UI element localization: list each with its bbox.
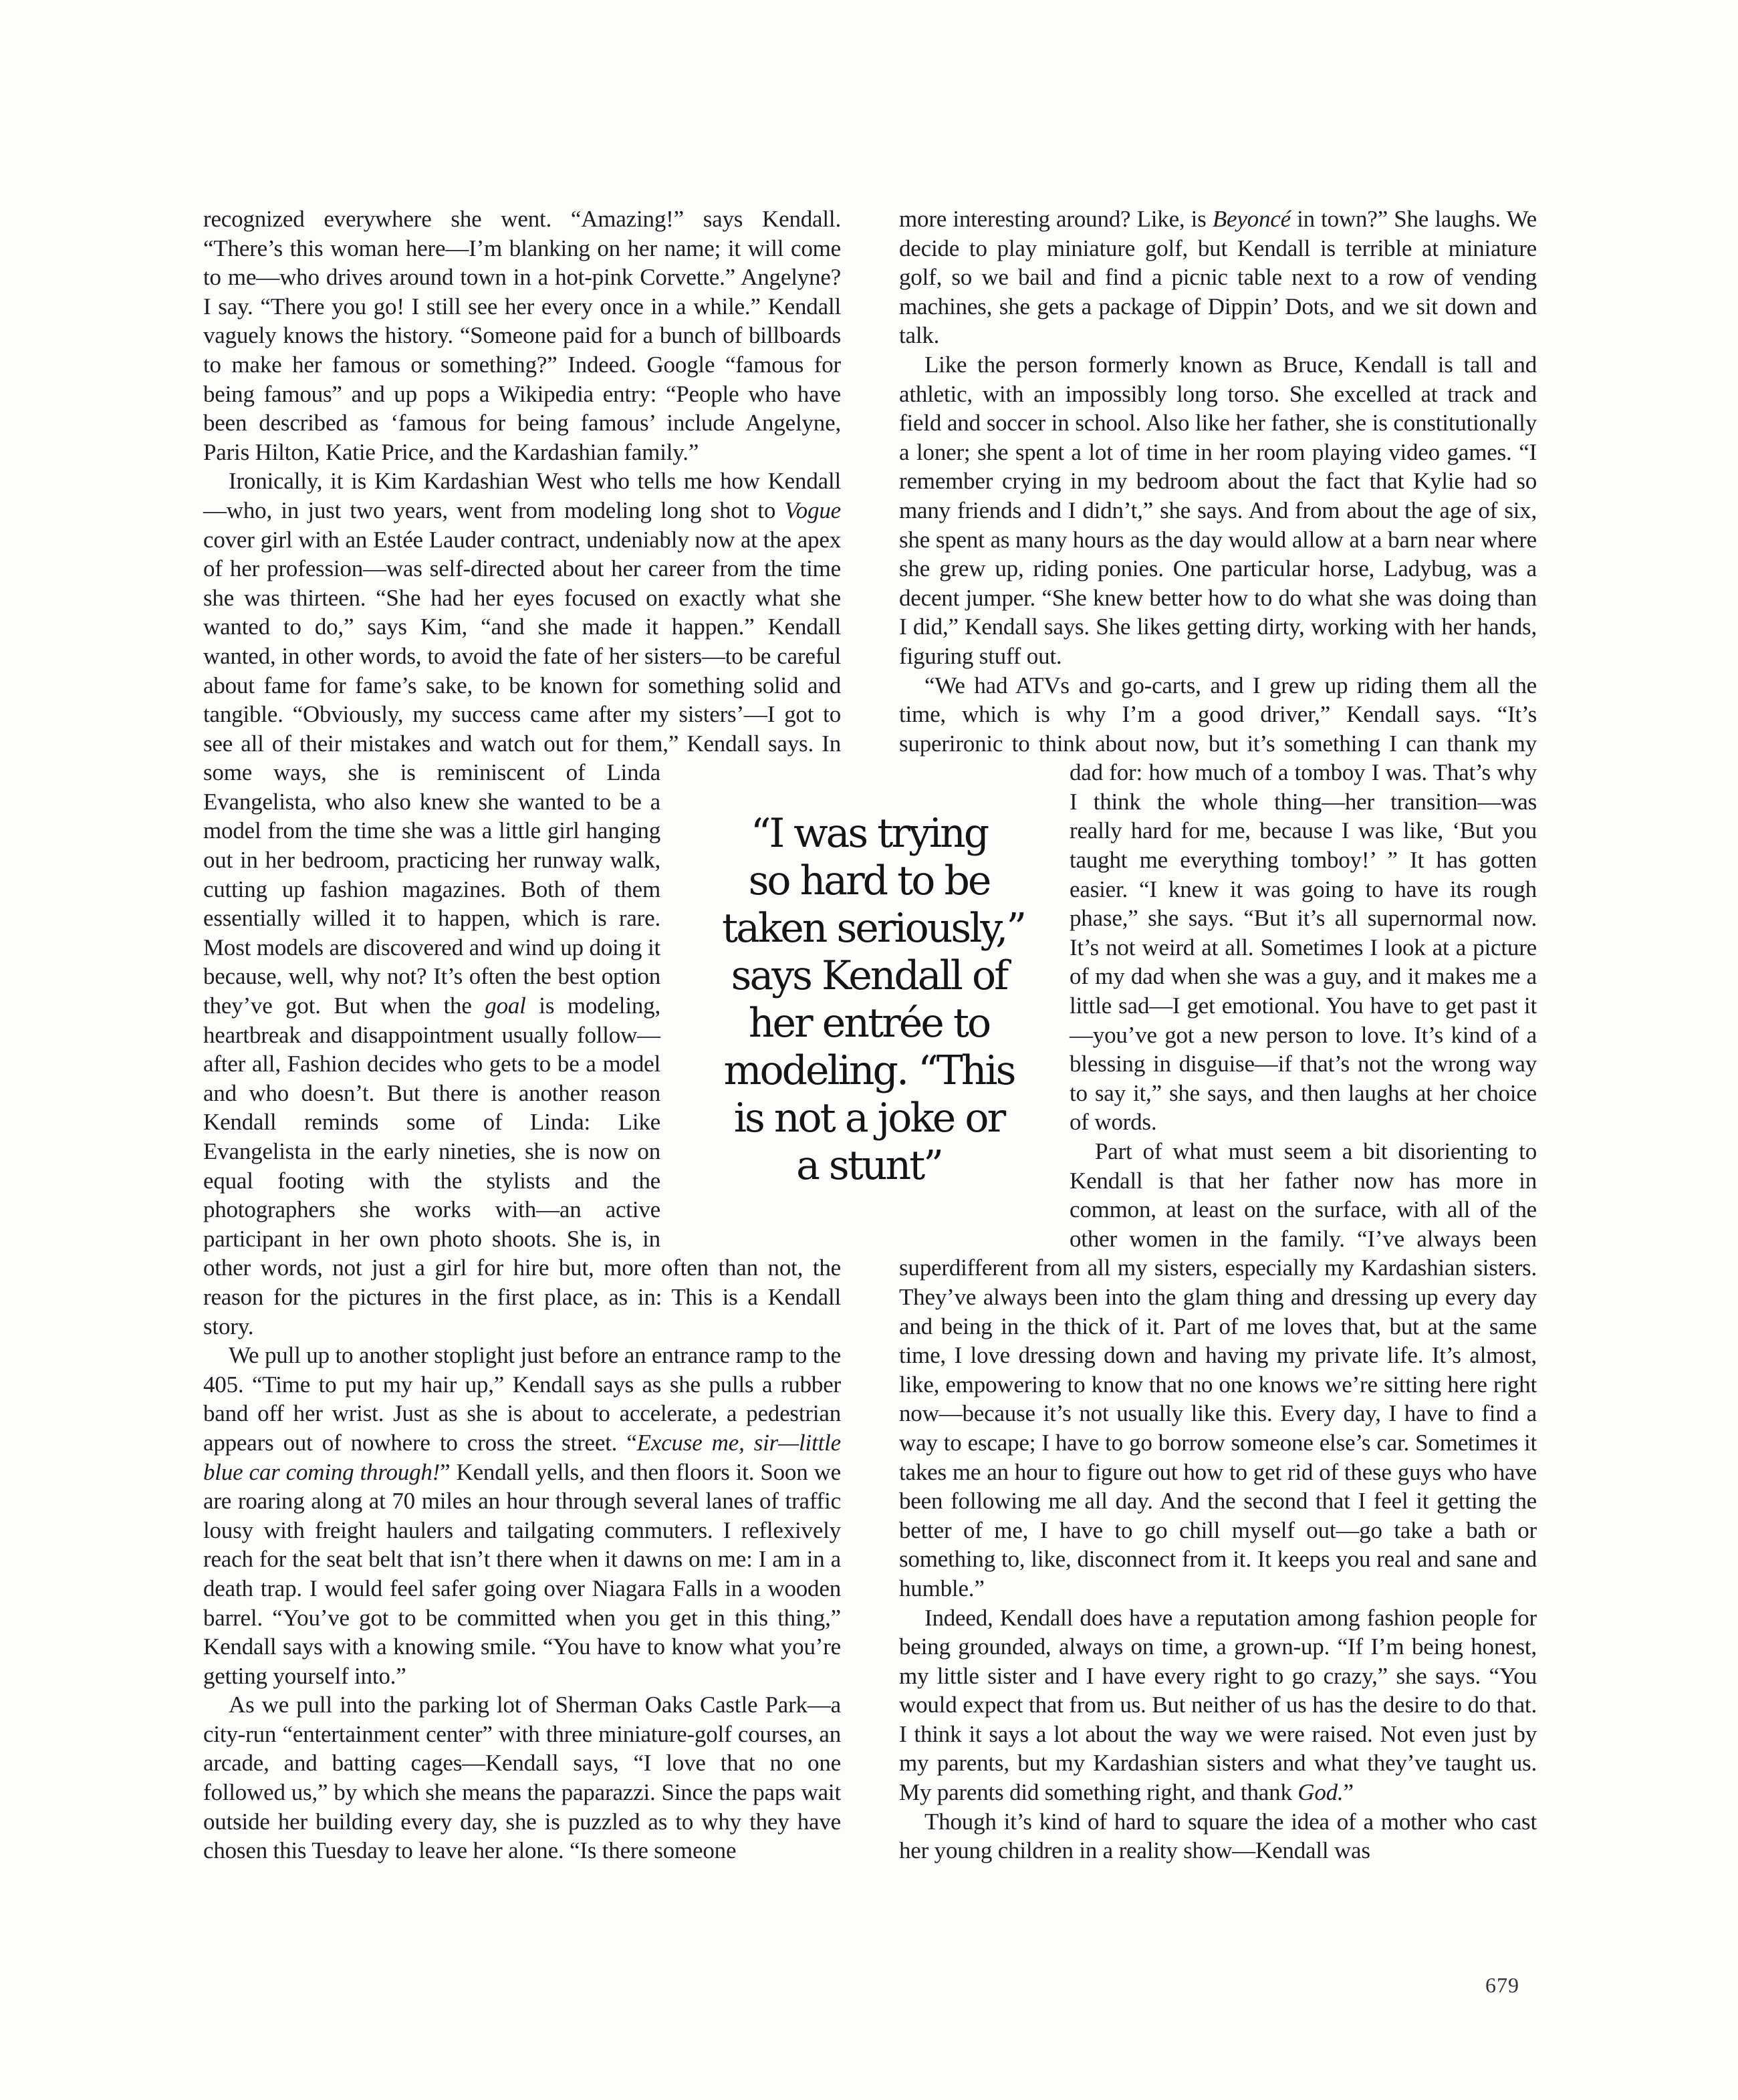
paragraph: Part of what must seem a bit disorienting to Kendall is that her father now has more in common, at least on the surface, with all of the other women in the family. “I’ve always been superdifferent from all my sisters, especially my Kardashian sisters. They’ve always been into the glam thing and dressing up every day and being in the thick of it. Part of me loves that, but at the same time, I love dressing down and having my private life. It’s almost, like, empowering to know that no one knows we’re sitting here right now—because it’s not usually like this. Every day, I have to find a way to escape; I have to go borrow someone else’s car. Sometimes it takes me an hour to figure out how to get rid of these guys who have been following me all day. And the second that I feel it getting the better of me, I have to go chill myself out—go take a bath or something to, like, disconnect from it. It keeps you real and sane and humble.” — [899, 1138, 1537, 1601]
pull-quote-line: her entrée to — [748, 1000, 990, 1047]
pull-quote-line: “I was trying — [750, 810, 988, 857]
pull-quote-line: a stunt” — [796, 1142, 942, 1189]
pull-quote-line: taken seriously,” — [722, 905, 1025, 952]
italic-text: Excuse me, sir—little blue car coming through! — [203, 1429, 841, 1485]
pull-quote-line: is not a joke or — [733, 1095, 1005, 1142]
paragraph: Like the person formerly known as Bruce, Kendall is tall and athletic, with an impossibly long torso. She excelled at track and field and soccer in school. Also like her father, she is constitutionally a loner; she spent a lot of time in her room playing video games. “I remember crying in my bedroom about the fact that Kylie had so many friends and I didn’t,” she says. And from about the age of six, she spent as many hours as the day would allow at a barn near where she grew up, riding ponies. One particular horse, Ladybug, was a decent jumper. “She knew better how to do what she was doing than I did,” Kendall says. She likes getting dirty, working with her hands, figuring stuff out. — [899, 351, 1537, 669]
italic-text: God. — [1297, 1779, 1344, 1806]
paragraph: We pull up to another stoplight just before an entrance ramp to the 405. “Time to put my hair up,” Kendall says as she pulls a rubber band off her wrist. Just as she is about to accelerate, a pedestrian appears out of nowhere to cross the street. “Excuse me, sir—little blue car coming through!” Kendall yells, and then floors it. Soon we are roaring along at 70 miles an hour through several lanes of traffic lousy with freight haulers and tailgating commuters. I reflexively reach for the seat belt that isn’t there when it dawns on me: I am in a death trap. I would feel safer going over Niagara Falls in a wooden barrel. “You’ve got to be committed when you get in this thing,” Kendall says with a knowing smile. “You have to know what you’re getting yourself into.” — [203, 1342, 841, 1689]
pull-quote-line: modeling. “This — [723, 1047, 1015, 1094]
paragraph: Indeed, Kendall does have a reputation among fashion people for being grounded, always on time, a grown-up. “If I’m being honest, my little sister and I have every right to go crazy,” she says. “You would expect that from us. But neither of us has the desire to do that. I think it says a lot about the way we were raised. Not even just by my parents, but my Kardashian sisters and what they’ve taught us. My parents did something right, and thank God.” — [899, 1604, 1537, 1806]
paragraph: recognized everywhere she went. “Amazing!” says Kendall. “There’s this woman here—I’m blanking on her name; it will come to me—who drives around town in a hot-pink Corvette.” Angelyne? I say. “There you go! I still see her every once in a while.” Kendall vaguely knows the history. “Someone paid for a bunch of billboards to make her famous or something?” Indeed. Google “famous for being famous” and up pops a Wikipedia entry: “People who have been described as ‘famous for being famous’ include Angelyne, Paris Hilton, Katie Price, and the Kardashian family.” — [203, 206, 841, 465]
italic-text: Beyoncé — [1212, 206, 1291, 232]
paragraph: more interesting around? Like, is Beyoncé in town?” She laughs. We decide to play miniature golf, but Kendall is terrible at miniature golf, so we bail and find a picnic table next to a row of vending machines, she gets a package of Dippin’ Dots, and we sit down and talk. — [899, 206, 1537, 349]
paragraph: As we pull into the parking lot of Sherman Oaks Castle Park—a city-run “entertainment center” with three miniature-golf courses, an arcade, and batting cages—Kendall says, “I love that no one followed us,” by which she means the paparazzi. Since the paps wait outside her building every day, she is puzzled as to why they have chosen this Tuesday to leave her alone. “Is there someone — [203, 1692, 841, 1864]
paragraph: Though it’s kind of hard to square the idea of a mother who cast her young children in a reality show—Kendall was — [899, 1808, 1537, 1864]
italic-text: Vogue — [784, 497, 841, 523]
pull-quote-line: says Kendall of — [731, 952, 1007, 999]
pull-quote — [722, 810, 1025, 1190]
pull-quote-line: so hard to be — [748, 858, 990, 904]
paragraph: Ironically, it is Kim Kardashian West who tells me how Kendall—who, in just two years, went from modeling long shot to Vogue cover girl with an Estée Lauder contract, undeniably now at the apex of her profession—was self-directed about her career from the time she was thirteen. “She had her eyes focused on exactly what she wanted to do,” says Kim, “and she made it happen.” Kendall wanted, in other words, to avoid the fate of her sisters—to be careful about fame for fame’s sake, to be known for something solid and tangible. “Obviously, my success came after my sisters’—I got to see all of their mistakes and watch out for them,” Kendall says. In some ways, she is reminiscent of Linda Evangelista, who also knew she wanted to be a model from the time she was a little girl hanging out in her bedroom, practicing her runway walk, cutting up fashion magazines. Both of them essentially willed it to happen, which is rare. Most models are discovered and wind up doing it because, well, why not? It’s often the best option they’ve got. But when the goal is modeling, heartbreak and disappointment usually follow—after all, Fashion decides who gets to be a model and who doesn’t. But there is another reason Kendall reminds some of Linda: Like Evangelista in the early nineties, she is now on equal footing with the stylists and the photographers she works with—an active participant in her own photo shoots. She is, in other words, not just a girl for hire but, more often than not, the reason for the pictures in the first place, as in: This is a Kendall story. — [203, 468, 841, 1339]
page-number: 679 — [1485, 1973, 1519, 1997]
paragraph: “We had ATVs and go-carts, and I grew up riding them all the time, which is why I’m a good driver,” Kendall says. “It’s superironic to think about now, but it’s something I can thank my dad for: how much of a tomboy I was. That’s why I think the whole thing—her transition—was really hard for me, because I was like, ‘But you taught me everything tomboy!’ ” It has gotten easier. “I knew it was going to have its rough phase,” she says. “But it’s all supernormal now. It’s not weird at all. Sometimes I look at a picture of my dad when she was a guy, and it makes me a little sad—I get emotional. You have to get past it—you’ve got a new person to love. It’s kind of a blessing in disguise—if that’s not the wrong way to say it,” she says, and then laughs at her choice of words. — [899, 672, 1537, 1136]
italic-text: goal — [485, 993, 526, 1019]
